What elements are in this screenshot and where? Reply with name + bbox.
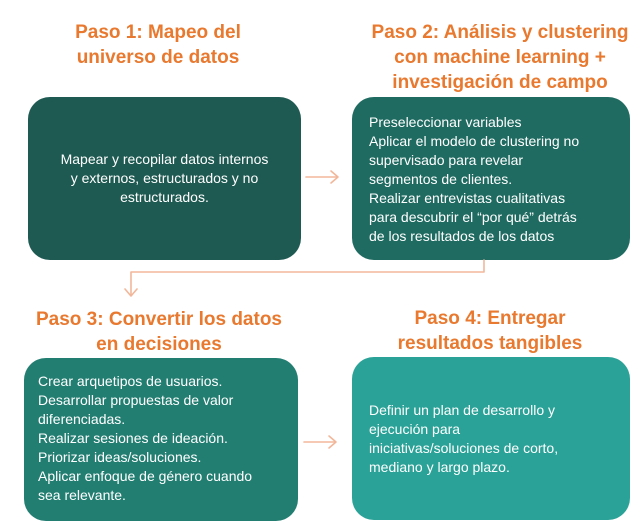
step-2-text-line: Aplicar el modelo de clustering no bbox=[369, 133, 580, 149]
arrow-step3-to-step4 bbox=[304, 436, 336, 448]
step-1-title bbox=[48, 20, 268, 70]
step-3-text-line: Aplicar enfoque de género cuando bbox=[38, 468, 253, 484]
step-4-text-line: ejecución para bbox=[369, 420, 461, 437]
step-2-text-line: Preseleccionar variables bbox=[369, 114, 522, 130]
step-4-title-line: Paso 4: Entregar bbox=[414, 308, 566, 329]
step-2-text-line: Realizar entrevistas cualitativas bbox=[369, 190, 566, 206]
step-4-title-line: resultados tangibles bbox=[397, 333, 583, 354]
step-1-title-line: universo de datos bbox=[76, 47, 240, 68]
step-2-text-line: segmentos de clientes. bbox=[369, 171, 513, 187]
step-4-title bbox=[370, 306, 610, 356]
step-1-text-line: Mapear y recopilar datos internos bbox=[60, 151, 269, 167]
step-3-text-line: Realizar sesiones de ideación. bbox=[38, 430, 228, 446]
step-3-text-line: diferenciadas. bbox=[38, 411, 126, 427]
arrow-step2-to-step3 bbox=[125, 260, 484, 296]
step-3-text-line: Desarrollar propuestas de valor bbox=[38, 392, 234, 408]
step-2-text-line: para descubrir el “por qué” detrás bbox=[369, 209, 577, 225]
step-3-text-line: Priorizar ideas/soluciones. bbox=[38, 449, 202, 465]
step-1-box bbox=[28, 97, 301, 260]
step-4-text-line: Definir un plan de desarrollo y bbox=[369, 401, 555, 418]
step-1-text-line: estructurados. bbox=[120, 189, 209, 205]
step-1-text-line: y externos, estructurados y no bbox=[70, 170, 259, 186]
step-4-box bbox=[352, 357, 630, 520]
step-1-title-line: Paso 1: Mapeo del bbox=[75, 22, 241, 43]
step-2-title-line: con machine learning + bbox=[394, 47, 606, 68]
step-2-text-line: de los resultados de los datos bbox=[369, 228, 555, 244]
step-2-title-line: investigación de campo bbox=[392, 72, 608, 93]
step-2-box bbox=[352, 97, 630, 260]
arrow-step1-to-step2 bbox=[306, 171, 338, 183]
step-3-box bbox=[24, 358, 298, 521]
step-2-title bbox=[366, 20, 634, 95]
step-2-title-line: Paso 2: Análisis y clustering bbox=[371, 22, 629, 43]
step-4-text-line: iniciativas/soluciones de corto, bbox=[369, 439, 559, 456]
step-3-title-line: en decisiones bbox=[96, 334, 222, 355]
step-2-text-line: supervisado para revelar bbox=[369, 152, 524, 168]
step-4-text-line: mediano y largo plazo. bbox=[369, 458, 510, 475]
step-3-title bbox=[24, 307, 294, 357]
step-3-text-line: Crear arquetipos de usuarios. bbox=[38, 373, 223, 389]
step-3-text-line: sea relevante. bbox=[38, 487, 126, 503]
step-3-title-line: Paso 3: Convertir los datos bbox=[35, 309, 282, 330]
